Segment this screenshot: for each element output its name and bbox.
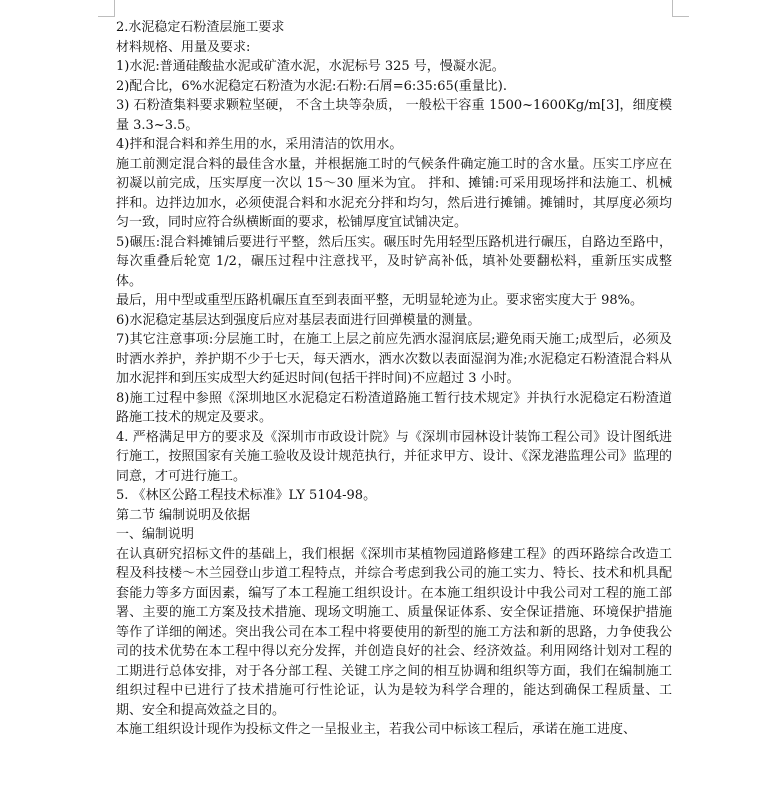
paragraph: 8)施工过程中参照《深圳地区水泥稳定石粉渣道路施工暂行技术规定》并执行水泥稳定石粉渣道路施工技术的规定及要求。 [116, 390, 672, 425]
paragraph: 4)拌和混合料和养生用的水，采用清洁的饮用水。 [116, 137, 403, 152]
paragraph: 施工前测定混合料的最佳含水量，并根据施工时的气候条件确定施工时的含水量。压实工序应在初凝以前完成，压实厚度一次以 15～30 厘米为宜。 拌和、摊铺:可采用现场拌和法施工、机械拌和。边拌边加水，必须使混合料和水泥充分拌和均匀，然后进行摊铺。摊铺时，其厚度必须均匀一致，同时应符合纵横断面的要求，松铺厚度宜试铺决定。 [116, 156, 672, 230]
paragraph: 3) 石粉渣集料要求颗粒坚硬， 不含土块等杂质， 一般松干容重 1500~1600Kg/m[3]，细度模量 3.3~3.5。 [116, 98, 672, 133]
paragraph: 2)配合比，6%水泥稳定石粉渣为水泥:石粉:石屑=6:35:65(重量比). [116, 78, 508, 94]
margin-corner-mark-right [672, 0, 689, 17]
paragraph: 在认真研究招标文件的基础上，我们根据《深圳市某植物园道路修建工程》的西环路综合改造工程及科技楼～木兰园登山步道工程特点，并综合考虑到我公司的施工实力、特长、技术和机具配套能力等多方面因素，编写了本工程施工组织设计。在本施工组织设计中我公司对工程的施工部署、主要的施工方案及技术措施、现场文明施工、质量保证体系、安全保证措施、环境保护措施等作了详细的阐述。突出我公司在本工程中将要使用的新型的施工方法和新的思路，力争使我公司的技术优势在本工程中得以充分发挥，并创造良好的社会、经济效益。利用网络计划对工程的工期进行总体安排，对于各分部工程、关键工序之间的相互协调和组织等方面，我们在编制施工组织过程中已进行了技术措施可行性论证，认为是较为科学合理的，能达到确保工程质量、工期、安全和提高效益之目的。 [116, 546, 672, 718]
paragraph: 材料规格、用量及要求: [116, 39, 251, 55]
margin-corner-mark-left [98, 0, 115, 17]
section-subheading: 2.水泥稳定石粉渣层施工要求 [116, 20, 285, 35]
paragraph: 6)水泥稳定基层达到强度后应对基层表面进行回弹模量的测量。 [116, 312, 481, 328]
paragraph: 1)水泥:普通硅酸盐水泥或矿渣水泥，水泥标号 325 号，慢凝水泥。 [116, 59, 505, 74]
paragraph: 7)其它注意事项:分层施工时，在施工上层之前应先洒水湿润底层;避免雨天施工;成型后，必须及时洒水养护，养护期不少于七天，每天洒水，洒水次数以表面湿润为准;水泥稳定石粉渣混合料从加水泥拌和到压实成型大约延迟时间(包括干拌时间)不应超过 3 小时。 [116, 332, 672, 386]
subsection-heading: 一、编制说明 [116, 527, 195, 542]
section-heading: 第二节 编制说明及依据 [116, 507, 251, 523]
paragraph: 5. 《林区公路工程技术标准》LY 5104-98。 [116, 488, 377, 503]
paragraph: 5)碾压:混合料摊铺后要进行平整，然后压实。碾压时先用轻型压路机进行碾压，自路边至路中，每次重叠后轮宽 1/2，碾压过程中注意找平，及时铲高补低，填补处要翻松料，重新压实成整体。 [116, 234, 672, 289]
paragraph: 4. 严格满足甲方的要求及《深圳市市政设计院》与《深圳市园林设计装饰工程公司》设计图纸进行施工，按照国家有关施工验收及设计规范执行，并征求甲方、设计、《深龙港监理公司》监理的同意，才可进行施工。 [116, 429, 672, 484]
paragraph: 本施工组织设计现作为投标文件之一呈报业主，若我公司中标该工程后，承诺在施工进度、 [116, 722, 637, 737]
document-body[interactable] [116, 18, 672, 740]
paragraph: 最后，用中型或重型压路机碾压直至到表面平整，无明显轮迹为止。要求密实度大于 98%。 [116, 293, 644, 308]
